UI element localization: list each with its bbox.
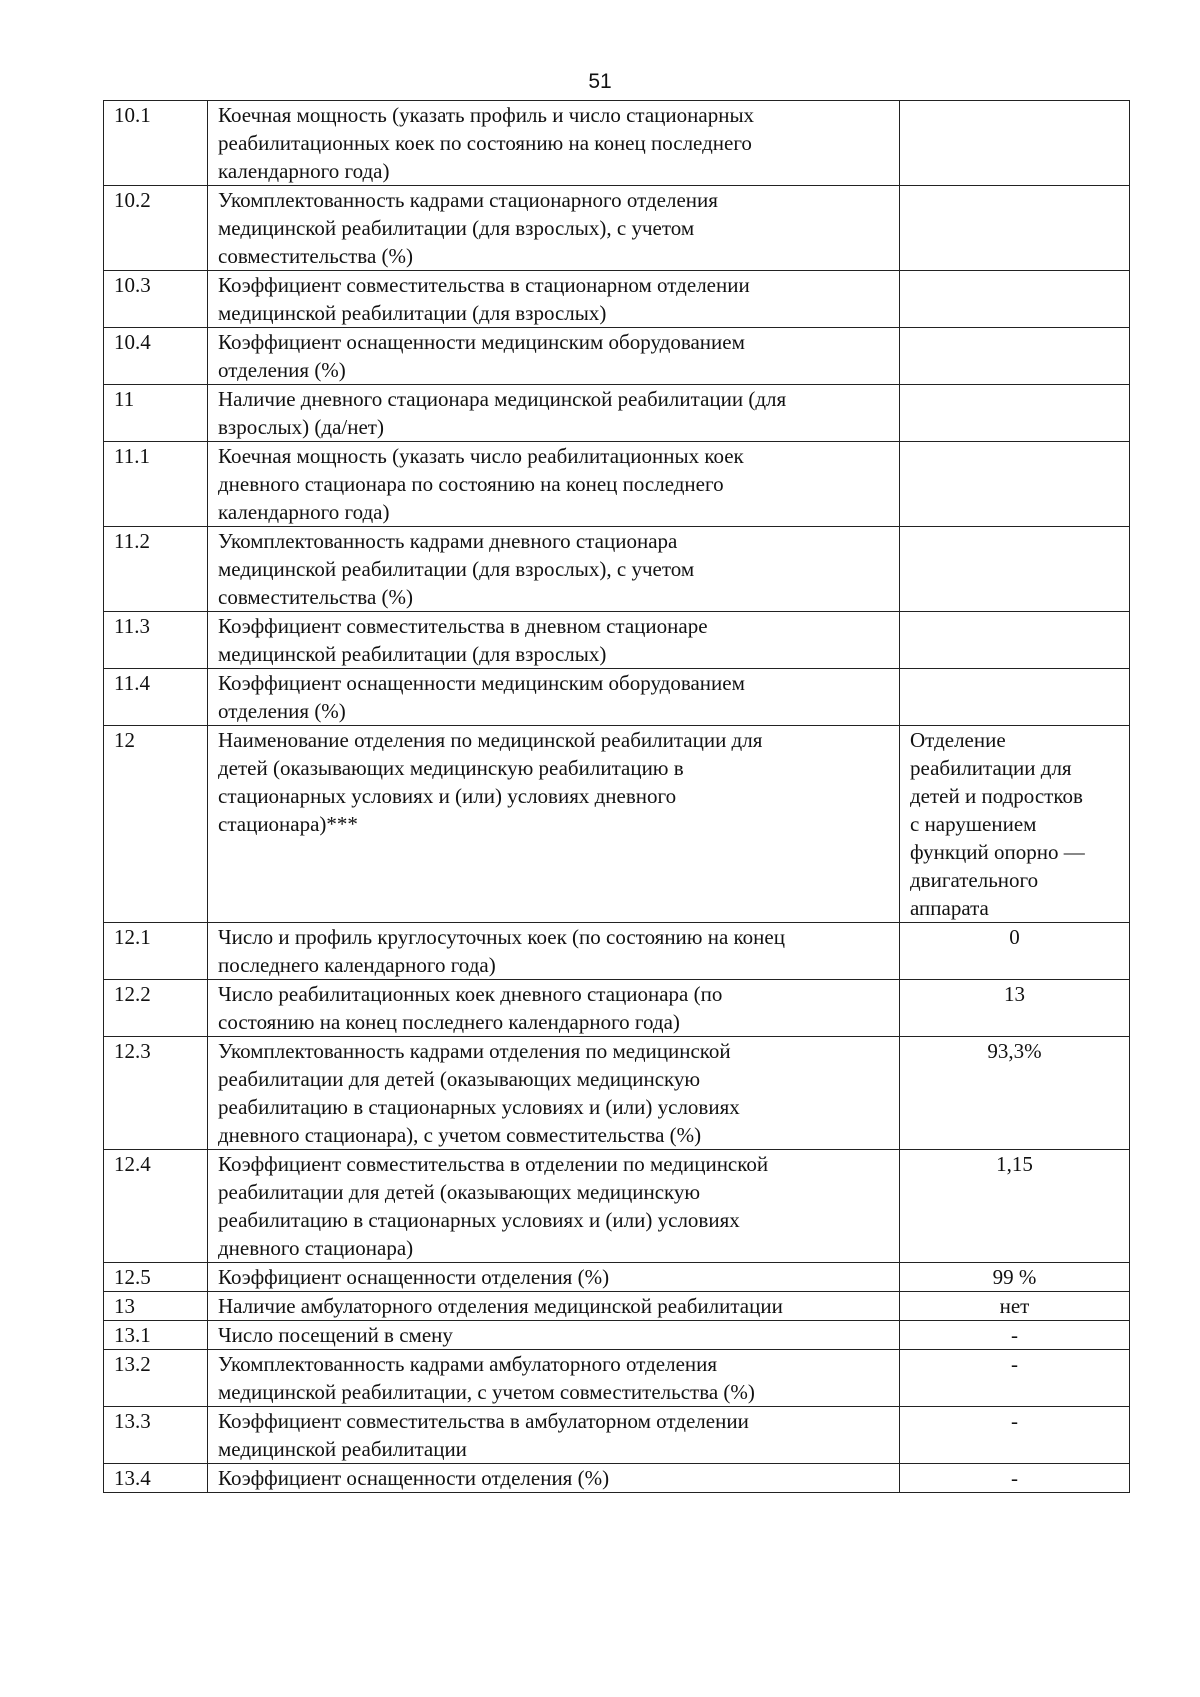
row-description: Число посещений в смену: [218, 1323, 453, 1347]
row-description-cell: [208, 1407, 900, 1464]
row-number: 13.2: [114, 1352, 151, 1376]
table-row: [104, 101, 1130, 186]
row-description: Коэффициент совместительства в отделении по медицинской реабилитации для детей (оказывающих медицинскую реабилитацию в стационарных условиях и (или) условиях дневного стационара): [218, 1152, 769, 1260]
row-description: Наличие амбулаторного отделения медицинской реабилитации: [218, 1294, 783, 1318]
row-value: Отделение реабилитации для детей и подростков с нарушением функций опорно — двигательного аппарата: [910, 728, 1085, 920]
row-number: 10.1: [114, 103, 151, 127]
row-description-cell: [208, 1150, 900, 1263]
row-number-cell: [104, 271, 208, 328]
table-row: [104, 328, 1130, 385]
row-description: Укомплектованность кадрами отделения по медицинской реабилитации для детей (оказывающих медицинскую реабилитацию в стационарных условиях и (или) условиях дневного стационара), с учетом совместительства (%): [218, 1039, 740, 1147]
row-value-cell: [900, 1263, 1130, 1292]
row-number-cell: [104, 101, 208, 186]
row-number: 12.2: [114, 982, 151, 1006]
table-row: [104, 1150, 1130, 1263]
table-row: [104, 980, 1130, 1037]
row-value-cell: [900, 669, 1130, 726]
row-description-cell: [208, 669, 900, 726]
row-value-cell: [900, 726, 1130, 923]
row-description: Число и профиль круглосуточных коек (по состоянию на конец последнего календарного года): [218, 925, 785, 977]
table-row: [104, 1321, 1130, 1350]
row-description: Коэффициент оснащенности медицинским оборудованием отделения (%): [218, 671, 745, 723]
row-value-cell: [900, 101, 1130, 186]
row-number-cell: [104, 1150, 208, 1263]
row-value: 93,3%: [987, 1039, 1042, 1063]
row-description: Коечная мощность (указать профиль и число стационарных реабилитационных коек по состоянию на конец последнего календарного года): [218, 103, 755, 183]
row-number-cell: [104, 442, 208, 527]
row-value-cell: [900, 1464, 1130, 1493]
table-row: [104, 669, 1130, 726]
row-value-cell: [900, 1350, 1130, 1407]
row-value-cell: [900, 612, 1130, 669]
table-body: [104, 101, 1130, 1493]
table-row: [104, 271, 1130, 328]
row-value: -: [1011, 1352, 1018, 1376]
row-description: Укомплектованность кадрами дневного стационара медицинской реабилитации (для взрослых), с учетом совместительства (%): [218, 529, 695, 609]
row-number-cell: [104, 669, 208, 726]
row-description-cell: [208, 612, 900, 669]
row-description-cell: [208, 726, 900, 923]
row-description-cell: [208, 1263, 900, 1292]
row-value: -: [1011, 1409, 1018, 1433]
row-description-cell: [208, 186, 900, 271]
table-row: [104, 923, 1130, 980]
row-number: 12.3: [114, 1039, 151, 1063]
row-value-cell: [900, 328, 1130, 385]
row-number-cell: [104, 1292, 208, 1321]
row-description-cell: [208, 923, 900, 980]
row-value: -: [1011, 1466, 1018, 1490]
row-number-cell: [104, 980, 208, 1037]
row-number: 11.3: [114, 614, 150, 638]
row-value-cell: [900, 1407, 1130, 1464]
row-value-cell: [900, 186, 1130, 271]
table-row: [104, 726, 1130, 923]
row-value: -: [1011, 1323, 1018, 1347]
row-number-cell: [104, 1263, 208, 1292]
row-description-cell: [208, 527, 900, 612]
row-value-cell: [900, 385, 1130, 442]
row-number: 10.4: [114, 330, 151, 354]
row-number: 11.1: [114, 444, 150, 468]
row-value-cell: [900, 271, 1130, 328]
row-number-cell: [104, 328, 208, 385]
row-description-cell: [208, 101, 900, 186]
row-number: 13: [114, 1294, 135, 1318]
table-row: [104, 442, 1130, 527]
row-description-cell: [208, 1464, 900, 1493]
table-row: [104, 1292, 1130, 1321]
row-value: 1,15: [996, 1152, 1033, 1176]
row-number: 11.2: [114, 529, 150, 553]
row-number: 11.4: [114, 671, 150, 695]
row-number: 13.3: [114, 1409, 151, 1433]
row-description-cell: [208, 1037, 900, 1150]
table-row: [104, 385, 1130, 442]
row-number: 13.1: [114, 1323, 151, 1347]
table-row: [104, 1407, 1130, 1464]
row-number-cell: [104, 612, 208, 669]
row-number-cell: [104, 726, 208, 923]
row-description-cell: [208, 980, 900, 1037]
row-value-cell: [900, 980, 1130, 1037]
page-number: 51: [588, 70, 612, 93]
row-description-cell: [208, 1350, 900, 1407]
row-description-cell: [208, 385, 900, 442]
row-description-cell: [208, 442, 900, 527]
row-value-cell: [900, 1150, 1130, 1263]
row-value-cell: [900, 442, 1130, 527]
table-row: [104, 1263, 1130, 1292]
row-description: Коэффициент оснащенности медицинским оборудованием отделения (%): [218, 330, 745, 382]
indicators-table: [103, 100, 1130, 1493]
table-row: [104, 1464, 1130, 1493]
row-description: Коечная мощность (указать число реабилитационных коек дневного стационара по состоянию на конец последнего календарного года): [218, 444, 744, 524]
row-number: 10.2: [114, 188, 151, 212]
row-number: 10.3: [114, 273, 151, 297]
row-number-cell: [104, 385, 208, 442]
row-value-cell: [900, 1321, 1130, 1350]
row-number: 12: [114, 728, 135, 752]
row-value: нет: [999, 1294, 1030, 1318]
row-description-cell: [208, 328, 900, 385]
row-value: 13: [1004, 982, 1025, 1006]
row-value: 0: [1009, 925, 1020, 949]
row-description: Коэффициент совместительства в амбулаторном отделении медицинской реабилитации: [218, 1409, 749, 1461]
row-value-cell: [900, 1292, 1130, 1321]
row-description: Коэффициент совместительства в стационарном отделении медицинской реабилитации (для взрослых): [218, 273, 750, 325]
row-number-cell: [104, 527, 208, 612]
row-description: Укомплектованность кадрами амбулаторного отделения медицинской реабилитации, с учетом совместительства (%): [218, 1352, 755, 1404]
row-number: 12.5: [114, 1265, 151, 1289]
row-value: 99 %: [992, 1265, 1037, 1289]
row-description-cell: [208, 1292, 900, 1321]
row-description: Число реабилитационных коек дневного стационара (по состоянию на конец последнего календарного года): [218, 982, 723, 1034]
table-row: [104, 612, 1130, 669]
table-row: [104, 186, 1130, 271]
row-number-cell: [104, 1037, 208, 1150]
row-value-cell: [900, 527, 1130, 612]
table-row: [104, 1037, 1130, 1150]
row-number-cell: [104, 1350, 208, 1407]
row-value-cell: [900, 923, 1130, 980]
row-description: Коэффициент оснащенности отделения (%): [218, 1265, 610, 1289]
table-row: [104, 527, 1130, 612]
row-number: 12.1: [114, 925, 151, 949]
row-description-cell: [208, 271, 900, 328]
row-number: 12.4: [114, 1152, 151, 1176]
row-number: 13.4: [114, 1466, 151, 1490]
row-description: Коэффициент совместительства в дневном стационаре медицинской реабилитации (для взрослых): [218, 614, 708, 666]
row-number-cell: [104, 923, 208, 980]
row-description: Наличие дневного стационара медицинской реабилитации (для взрослых) (да/нет): [218, 387, 787, 439]
table-row: [104, 1350, 1130, 1407]
row-number-cell: [104, 1321, 208, 1350]
row-number-cell: [104, 1464, 208, 1493]
row-description: Укомплектованность кадрами стационарного отделения медицинской реабилитации (для взрослых), с учетом совместительства (%): [218, 188, 718, 268]
row-value-cell: [900, 1037, 1130, 1150]
row-description: Коэффициент оснащенности отделения (%): [218, 1466, 610, 1490]
row-number-cell: [104, 1407, 208, 1464]
row-description-cell: [208, 1321, 900, 1350]
row-number: 11: [114, 387, 135, 411]
row-description: Наименование отделения по медицинской реабилитации для детей (оказывающих медицинскую реабилитацию в стационарных условиях и (или) условиях дневного стационара)***: [218, 728, 763, 836]
row-number-cell: [104, 186, 208, 271]
